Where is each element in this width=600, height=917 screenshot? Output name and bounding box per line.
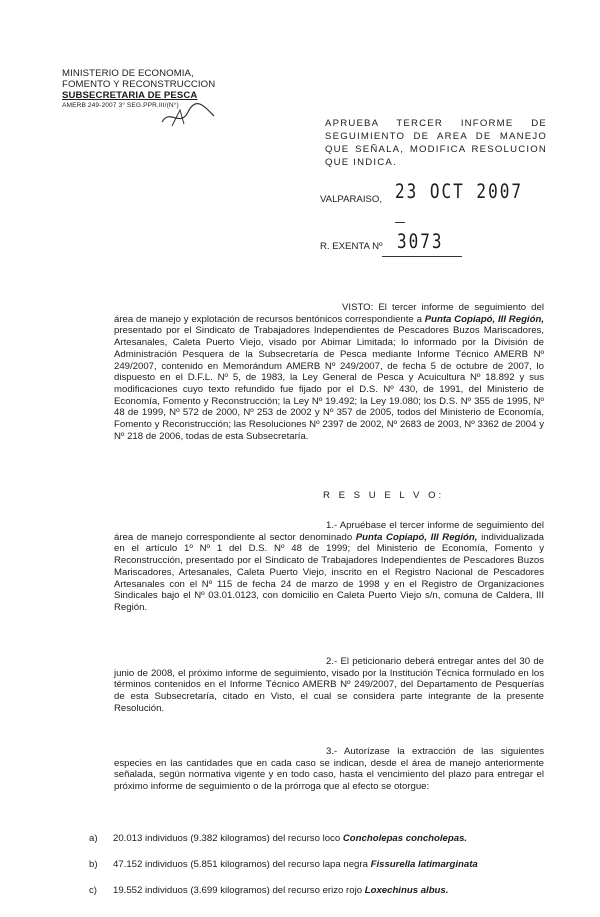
item-species: Concholepas concholepas.	[342, 833, 468, 844]
date-stamp: 23 OCT 2007	[395, 180, 523, 203]
species-item-b	[89, 859, 544, 871]
visto-text: presentado por el Sindicato de Trabajadores Independientes de Pescadores Buzos Mariscadores, Artesanales, Caleta Puerto Viejo, visado por Abimar Limitada; lo informado por la División de Administración Pesquera de la Subsecretaría de Pesca mediante Informe Técnico AMERB Nº 249/2007, contenido en Memorándum AMERB Nº 249/2007, de fecha 5 de octubre de 2007, lo dispuesto en el D.F.L. Nº 5, de 1983, la Ley General de Pesca y Acuicultura Nº 18.892 y sus modificaciones cuyo texto refundido fue fijado por el D.S. Nº 430, de 1991, del Ministerio de Economía, Fomento y Reconstrucción; la Ley Nº 19.492; la Ley 19.080; los D.S. Nº 355 de 1995, Nº 48 de 1999, Nº 572 de 2000, Nº 253 de 2002 y Nº 357 de 2005, todos del Ministerio de Economía, Fomento y Reconstrucción; las Resoluciones Nº 2397 de 2002, Nº 2683 de 2003, Nº 3362 de 2004 y Nº 218 de 2006, todas de esta Subsecretaría.	[114, 325, 544, 442]
ministry-name: MINISTERIO DE ECONOMIA,	[62, 68, 194, 79]
ministry-subtitle: FOMENTO Y RECONSTRUCCION	[62, 79, 216, 90]
item-species: Loxechinus albus.	[364, 885, 449, 896]
item-text: 20.013 individuos (9.382 kilogramos) del recurso loco	[113, 833, 341, 844]
paragraph-1-lead: 1.- Apruébase el tercer informe de seguimiento del área de manejo correspondiente al sector denominado	[114, 520, 544, 543]
paragraph-2	[114, 656, 544, 715]
item-text: 19.552 individuos (3.699 kilogramos) del recurso erizo rojo	[113, 885, 363, 896]
paragraph-1	[114, 520, 544, 614]
signature-scribble	[158, 102, 218, 130]
item-text: 47.152 individuos (5.851 kilogramos) del recurso lapa negra	[113, 859, 368, 870]
item-letter: c)	[89, 885, 97, 896]
resolution-label: R. EXENTA Nº	[320, 241, 383, 252]
visto-paragraph	[114, 302, 544, 442]
paragraph-3	[114, 746, 544, 793]
species-item-a	[89, 833, 544, 845]
reference-code: AMERB 249-2007 3° SEG.PPR.III/(N°)	[62, 102, 179, 109]
item-letter: a)	[89, 833, 98, 844]
paragraph-3-text: 3.- Autorízase la extracción de las siguientes especies en las cantidades que en cada caso se indican, desde el área de manejo anteriormente señalada, según normativa vigente y en todo caso, hasta el vencimiento del plazo para entregar el próximo informe de seguimiento o de la prórroga que al efecto se otorgue:	[114, 746, 544, 793]
item-species: Fissurella latimarginata	[370, 859, 478, 870]
place-date-row	[320, 180, 560, 210]
number-dash	[395, 222, 405, 223]
resuelvo-heading: R E S U E L V O:	[323, 490, 445, 501]
paragraph-1-text: individualizada en el artículo 1º Nº 1 del D.S. Nº 48 de 1999; del Ministerio de Economía, Fomento y Reconstrucción, presentado por el Sindicato de Trabajadores Independientes de Pescadores Buzos Mariscadores, Artesanales, Caleta Puerto Viejo, inscrito en el Registro Nacional de Pescadores Artesanales con el Nº 115 de fecha 24 de marzo de 1998 y en el Registro de Organizaciones Sindicales bajo el Nº 03.01.0123, con domicilio en Caleta Puerto Viejo s/n, comuna de Caldera, III Región.	[114, 531, 544, 613]
item-letter: b)	[89, 859, 98, 870]
resolution-number: 3073	[397, 230, 444, 253]
resolution-title: APRUEBA TERCER INFORME DE SEGUIMIENTO DE AREA DE MANEJO QUE SEÑALA, MODIFICA RESOLUCION QUE INDICA.	[325, 118, 547, 168]
paragraph-2-text: 2.- El peticionario deberá entregar antes del 30 de junio de 2008, el próximo informe de seguimiento, visado por la Institución Técnica formulado en los términos contenidos en el Informe Técnico AMERB Nº 249/2007, del Departamento de Pesquerías de esta Subsecretaría, citado en Visto, el cual se considera parte integrante de la presente Resolución.	[114, 656, 544, 714]
visto-sector: Punta Copiapó, III Región,	[424, 313, 544, 325]
number-underline	[382, 256, 462, 257]
place-label: VALPARAISO,	[320, 194, 383, 205]
paragraph-1-sector: Punta Copiapó, III Región,	[355, 531, 478, 543]
subsecretaria-name: SUBSECRETARIA DE PESCA	[62, 90, 198, 101]
resolution-number-row	[320, 222, 560, 266]
species-item-c	[89, 885, 544, 897]
visto-lead: VISTO: El tercer informe de seguimiento del área de manejo y explotación de recursos bentónicos correspondiente a	[114, 302, 544, 325]
